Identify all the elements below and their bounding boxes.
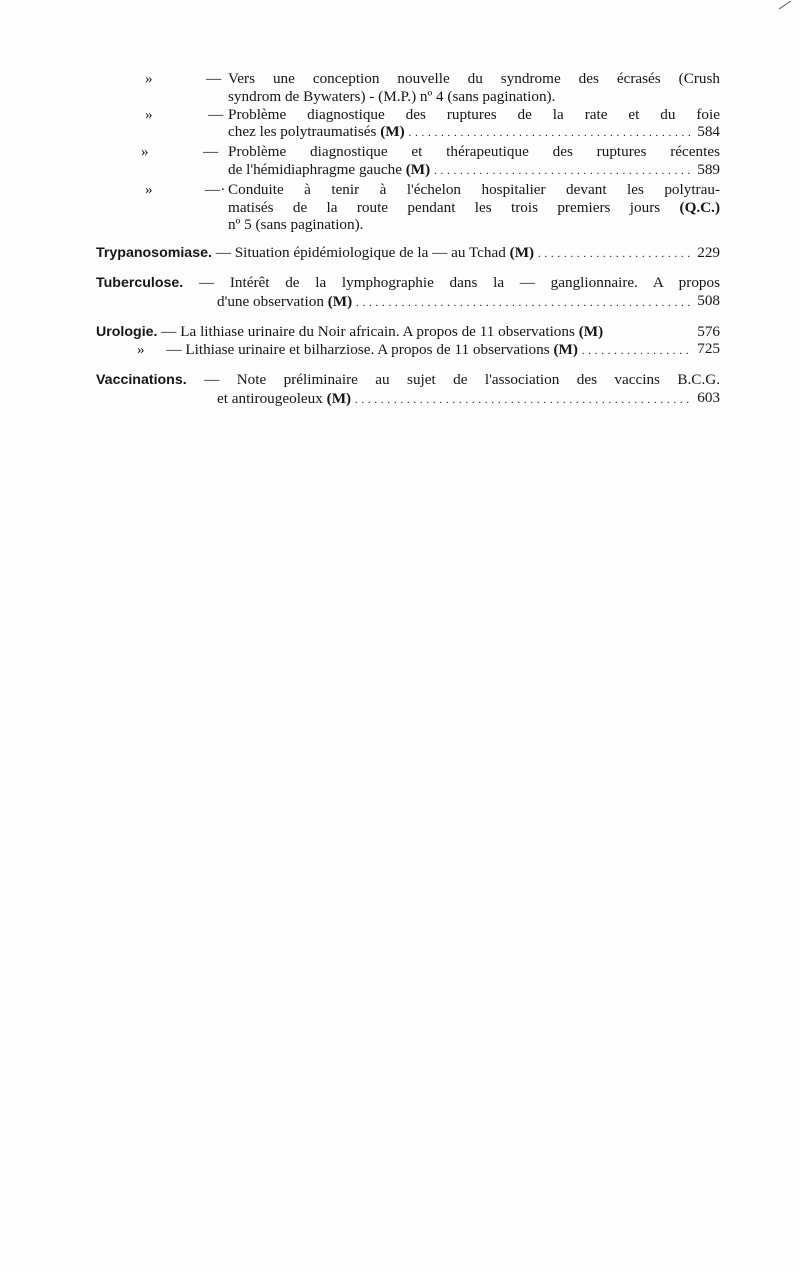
- index-subentry-polytraumatises-route: [96, 181, 720, 234]
- category-tag: (M): [326, 389, 352, 407]
- index-page: [96, 70, 720, 420]
- entry-text-line: Conduite à tenir à l'échelon hospitalier devant les polytrau-: [228, 180, 720, 198]
- entry-text-line: et antirougeoleux (M) . . .: [96, 390, 720, 410]
- entry-text-line: d'une observation (M) . . .: [96, 293, 720, 313]
- entry-heading: Vaccinations.: [96, 372, 187, 389]
- index-subentry-crush-syndrome: [96, 70, 720, 106]
- index-entry-vaccinations: [96, 371, 720, 410]
- entry-text-line: Problème diagnostique des ruptures de la rate et du foie: [228, 105, 720, 123]
- page-number: 603: [693, 389, 720, 407]
- index-subentry-rate-foie: [96, 106, 720, 144]
- ditto-mark: »: [137, 341, 145, 359]
- ditto-mark: »: [145, 70, 153, 87]
- entry-text-line: Vaccinations. — Note préliminaire au sujet de l'association des vaccins B.C.G.: [96, 371, 721, 389]
- entry-heading: Urologie.: [96, 323, 158, 340]
- category-tag: (M): [553, 341, 578, 359]
- entry-text-line: syndrom de Bywaters) - (M.P.) nº 4 (sans pagination).: [228, 87, 556, 105]
- entry-text-line: de l'hémidiaphragme gauche (M) . . .: [228, 161, 720, 181]
- category-tag: (M): [327, 292, 353, 310]
- page-number: 589: [693, 161, 720, 179]
- entry-dash: —: [203, 143, 219, 161]
- entry-dash: —: [206, 70, 222, 87]
- page-number: 725: [693, 340, 720, 358]
- index-subentry-hemidiaphragme: [96, 143, 720, 181]
- category-tag: (M): [405, 160, 431, 178]
- ditto-mark: »: [145, 105, 153, 123]
- entry-heading: Tuberculose.: [96, 274, 184, 291]
- entry-text-line: Vers une conception nouvelle du syndrome des écrasés (Crush: [228, 70, 720, 87]
- entry-dash: —·: [205, 180, 226, 198]
- page-number: 508: [693, 292, 720, 310]
- index-entry-tuberculose: [96, 274, 720, 313]
- page-number: 576: [693, 323, 720, 341]
- page-number: 584: [693, 123, 720, 141]
- entry-text-line: nº 5 (sans pagination).: [228, 216, 364, 234]
- category-tag: (M): [380, 123, 405, 141]
- entry-dash: —: [208, 105, 224, 123]
- corner-scan-mark: [778, 0, 792, 10]
- category-tag: (M): [509, 244, 535, 262]
- entry-text-line: chez les polytraumatisés (M) . . .: [228, 123, 720, 143]
- ditto-mark: »: [145, 180, 153, 198]
- ditto-mark: »: [141, 143, 149, 161]
- index-entry-trypanosomiase: [96, 244, 720, 264]
- entry-text-line: Tuberculose. — Intérêt de la lymphographie dans la — ganglionnaire. A propos: [96, 273, 721, 291]
- entry-text-line: » — Lithiase urinaire et bilharziose. A propos de 11 observations (M) . . .: [96, 341, 720, 361]
- entry-text-line: matisés de la route pendant les trois premiers jours (Q.C.): [228, 198, 721, 216]
- entry-text-line: Problème diagnostique et thérapeutique des ruptures récentes: [228, 143, 720, 161]
- category-tag: (M): [578, 322, 604, 340]
- entry-heading: Trypanosomiase.: [96, 245, 212, 262]
- page-number: 229: [693, 244, 720, 262]
- entry-text-line: Trypanosomiase. — Situation épidémiologique de la — au Tchad (M) . . .: [96, 244, 720, 264]
- category-tag: (Q.C.): [679, 198, 721, 216]
- entry-text-line: Urologie. — La lithiase urinaire du Noir africain. A propos de 11 observations (M): [96, 322, 604, 340]
- index-entry-urologie: [96, 323, 720, 362]
